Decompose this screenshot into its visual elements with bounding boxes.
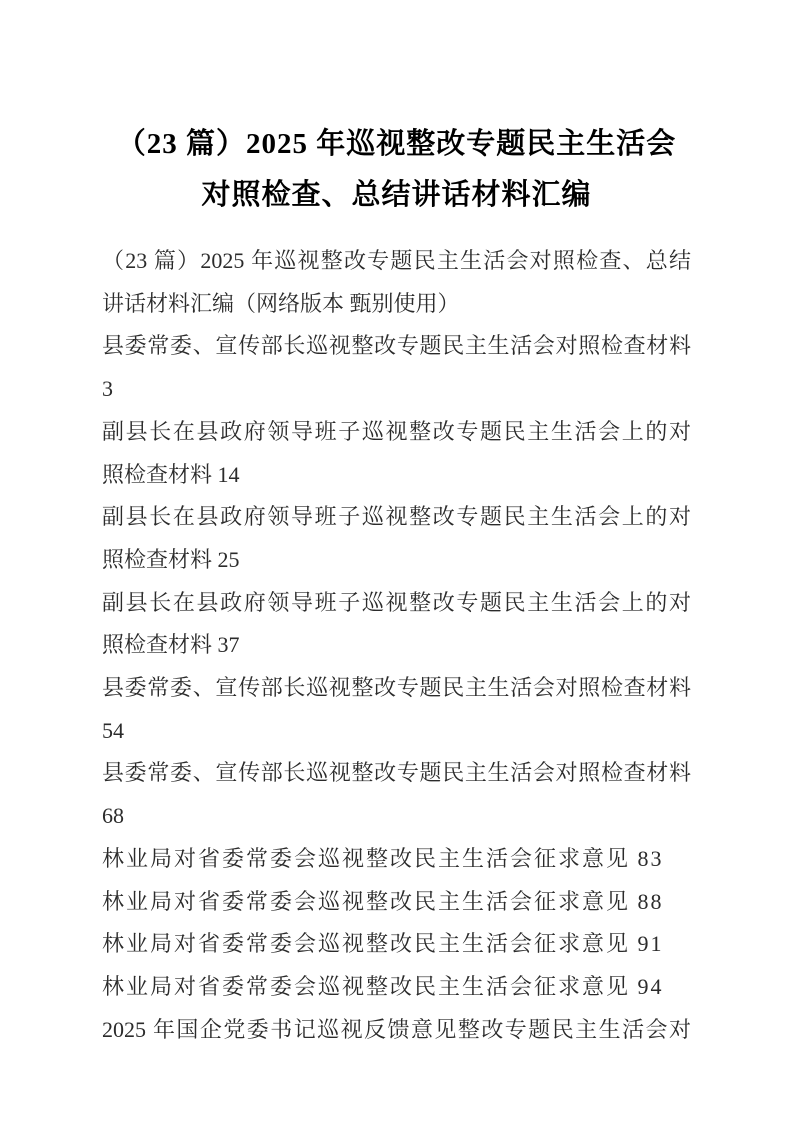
toc-line: 县委常委、宣传部长巡视整改专题民主生活会对照检查材料 <box>102 760 691 786</box>
document-title-line-1: （23 篇）2025 年巡视整改专题民主生活会 <box>116 128 677 160</box>
toc-line: 县委常委、宣传部长巡视整改专题民主生活会对照检查材料 <box>102 333 691 359</box>
table-of-contents <box>102 240 691 1051</box>
toc-line: 讲话材料汇编（网络版本 甄别使用） <box>102 290 460 316</box>
toc-line: 林业局对省委常委会巡视整改民主生活会征求意见 94 <box>102 973 664 999</box>
toc-line: 照检查材料 25 <box>102 546 240 572</box>
toc-line: 照检查材料 37 <box>102 632 240 658</box>
toc-line: （23 篇）2025 年巡视整改专题民主生活会对照检查、总结 <box>102 248 691 273</box>
toc-line: 县委常委、宣传部长巡视整改专题民主生活会对照检查材料 <box>102 675 691 701</box>
toc-line: 林业局对省委常委会巡视整改民主生活会征求意见 91 <box>102 931 664 957</box>
toc-line: 副县长在县政府领导班子巡视整改专题民主生活会上的对 <box>102 504 691 530</box>
toc-line: 副县长在县政府领导班子巡视整改专题民主生活会上的对 <box>102 589 691 615</box>
toc-line: 林业局对省委常委会巡视整改民主生活会征求意见 83 <box>102 845 664 871</box>
toc-line: 54 <box>102 717 124 743</box>
document-title-line-2: 对照检查、总结讲话材料汇编 <box>201 179 592 211</box>
toc-line: 68 <box>102 803 124 829</box>
toc-line: 副县长在县政府领导班子巡视整改专题民主生活会上的对 <box>102 418 691 444</box>
document-title <box>0 0 793 221</box>
toc-line: 2025 年国企党委书记巡视反馈意见整改专题民主生活会对 <box>102 1016 691 1042</box>
toc-line: 3 <box>102 376 113 402</box>
toc-line: 照检查材料 14 <box>102 461 240 487</box>
toc-line: 林业局对省委常委会巡视整改民主生活会征求意见 88 <box>102 888 664 914</box>
